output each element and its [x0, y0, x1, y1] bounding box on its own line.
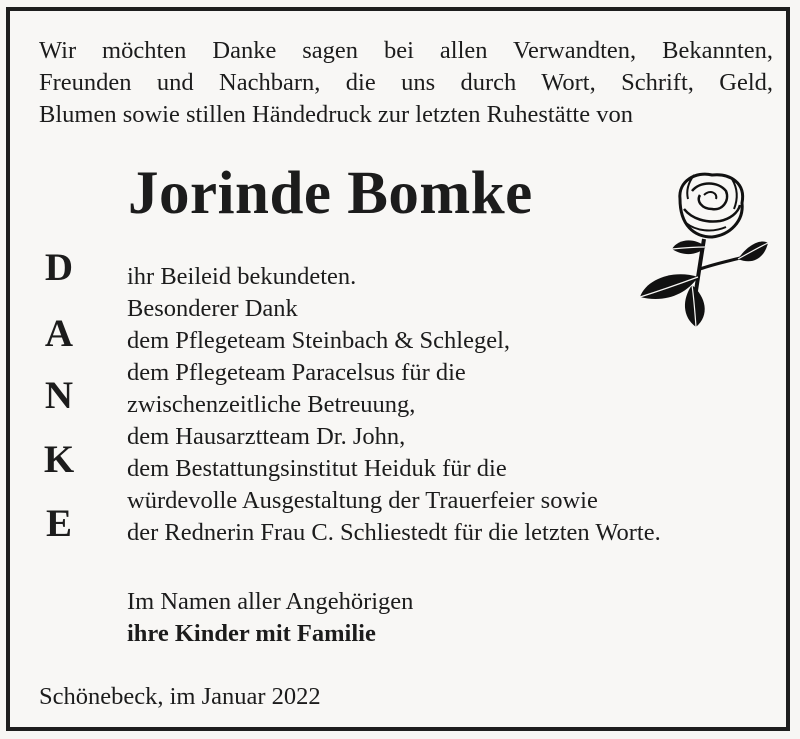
thanks-line: Besonderer Dank — [127, 295, 298, 322]
thanks-line: ihr Beileid bekundeten. — [127, 263, 357, 290]
danke-letter: E — [45, 502, 72, 545]
thanks-line: dem Hausarztteam Dr. John, — [127, 423, 406, 450]
thanks-list — [127, 261, 661, 549]
deceased-name: Jorinde Bomke — [128, 160, 533, 227]
danke-letter: A — [44, 312, 74, 355]
thanks-line: zwischenzeitliche Betreuung, — [127, 391, 416, 418]
intro-paragraph — [39, 35, 773, 131]
thanks-line: der Rednerin Frau C. Schliestedt für die letzten Worte. — [127, 519, 661, 546]
danke-letter: K — [43, 438, 75, 481]
intro-line: Blumen sowie stillen Händedruck zur letzten Ruhestätte von — [39, 101, 633, 128]
intro-line: Wir möchten Danke sagen bei allen Verwandten, Bekannten, — [39, 37, 773, 64]
thanks-line: dem Bestattungsinstitut Heiduk für die — [127, 455, 507, 482]
signature-family: ihre Kinder mit Familie — [127, 620, 376, 647]
thanks-line: dem Pflegeteam Steinbach & Schlegel, — [127, 327, 511, 354]
obituary-notice — [6, 7, 790, 731]
signature-block — [127, 586, 413, 650]
danke-letter: D — [44, 246, 74, 289]
signature-line: Im Namen aller Angehörigen — [127, 588, 414, 615]
danke-letter: N — [44, 374, 74, 417]
thanks-line: dem Pflegeteam Paracelsus für die — [127, 359, 466, 386]
place-date: Schönebeck, im Januar 2022 — [39, 683, 321, 710]
intro-line: Freunden und Nachbarn, die uns durch Wort, Schrift, Geld, — [39, 69, 773, 96]
thanks-line: würdevolle Ausgestaltung der Trauerfeier sowie — [127, 487, 598, 514]
